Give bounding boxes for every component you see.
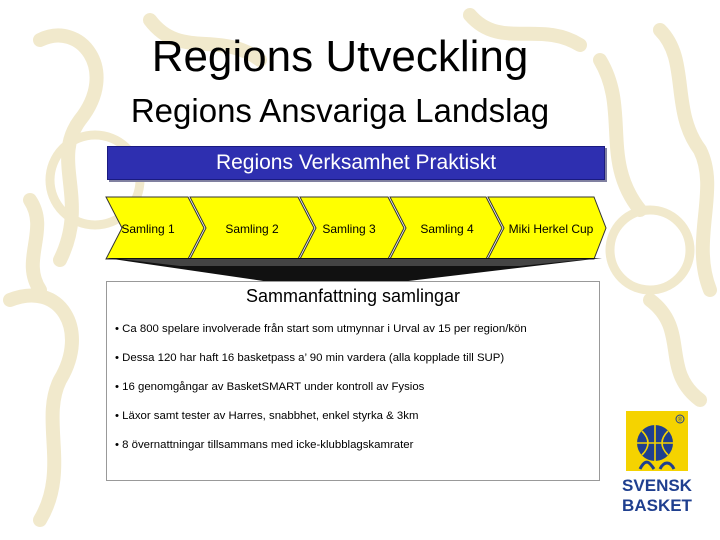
summary-bullet: • Dessa 120 har haft 16 basketpass a’ 90 min vardera (alla kopplade till SUP)	[115, 352, 505, 364]
step-label-1: Samling 1	[121, 222, 175, 236]
registered-mark: ®	[677, 417, 683, 424]
page-subtitle: Regions Ansvariga Landslag	[130, 92, 550, 129]
summary-box	[106, 281, 600, 481]
section-banner: Regions Verksamhet Praktiskt	[107, 146, 605, 180]
summary-list	[115, 322, 527, 467]
step-label-2: Samling 2	[225, 222, 279, 236]
summary-bullet: • 8 övernattningar tillsammans med icke-klubblagskamrater	[115, 439, 414, 451]
summary-bullet: • Läxor samt tester av Harres, snabbhet, enkel styrka & 3km	[115, 410, 419, 422]
summary-title: Sammanfattning samlingar	[245, 286, 461, 306]
summary-bullet: • Ca 800 spelare involverade från start som utmynnar i Urval av 15 per region/kön	[115, 323, 527, 335]
process-steps	[100, 196, 610, 260]
summary-bullet: • 16 genomgångar av BasketSMART under kontroll av Fysios	[115, 381, 425, 393]
svensk-basket-logo	[622, 411, 692, 515]
step-label-5: Miki Herkel Cup	[508, 222, 594, 236]
page-title: Regions Utveckling	[151, 32, 529, 81]
step-label-4: Samling 4	[420, 222, 474, 236]
logo-text-line2: BASKET	[622, 496, 692, 515]
logo-text-line1: SVENSK	[622, 476, 692, 495]
step-label-3: Samling 3	[322, 222, 376, 236]
